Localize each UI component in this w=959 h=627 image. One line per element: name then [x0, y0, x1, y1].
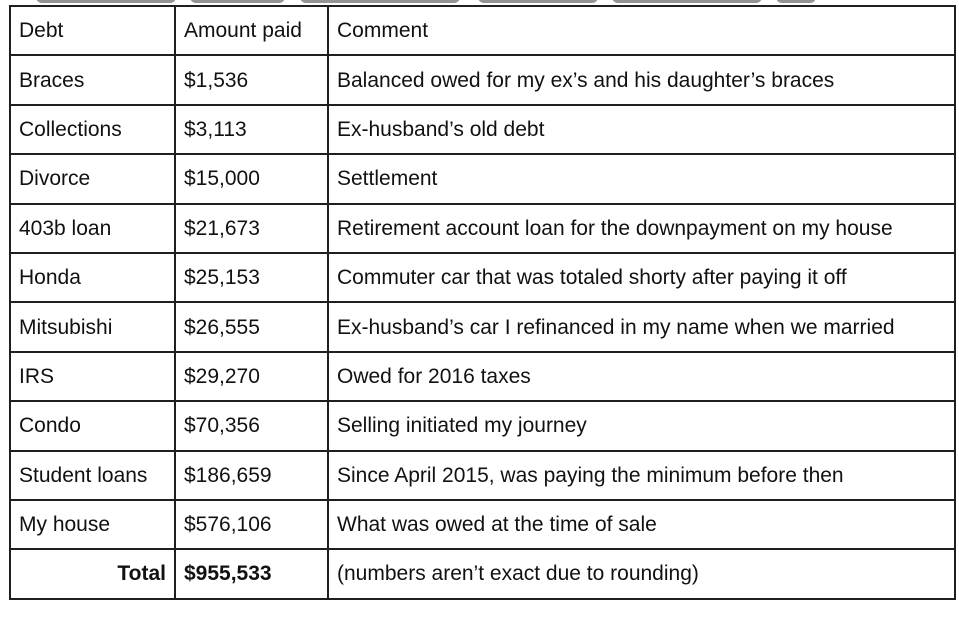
comment-cell: What was owed at the time of sale: [328, 500, 955, 549]
amount-cell: $70,356: [175, 401, 328, 450]
amount-cell: $26,555: [175, 302, 328, 351]
comment-cell: Balanced owed for my ex’s and his daughter’s braces: [328, 55, 955, 104]
debt-cell: Braces: [10, 55, 175, 104]
amount-cell: $1,536: [175, 55, 328, 104]
table-row: [10, 253, 955, 302]
comment-cell: Commuter car that was totaled shorty after paying it off: [328, 253, 955, 302]
debt-cell: Condo: [10, 401, 175, 450]
comment-cell: Selling initiated my journey: [328, 401, 955, 450]
table-row: [10, 154, 955, 203]
header-row: [10, 6, 955, 55]
debt-cell: 403b loan: [10, 204, 175, 253]
debt-cell: IRS: [10, 352, 175, 401]
amount-cell: $21,673: [175, 204, 328, 253]
table-row: [10, 105, 955, 154]
debt-table: [9, 5, 956, 600]
header-debt: Debt: [10, 6, 175, 55]
table-row: [10, 352, 955, 401]
debt-cell: Student loans: [10, 451, 175, 500]
comment-cell: Settlement: [328, 154, 955, 203]
comment-cell: Retirement account loan for the downpayment on my house: [328, 204, 955, 253]
total-comment: (numbers aren’t exact due to rounding): [328, 549, 955, 598]
table-row: [10, 500, 955, 549]
comment-cell: Since April 2015, was paying the minimum before then: [328, 451, 955, 500]
amount-cell: $576,106: [175, 500, 328, 549]
comment-cell: Ex-husband’s car I refinanced in my name when we married: [328, 302, 955, 351]
total-row: [10, 549, 955, 598]
table-row: [10, 204, 955, 253]
header-comment: Comment: [328, 6, 955, 55]
total-label: Total: [10, 549, 175, 598]
amount-cell: $186,659: [175, 451, 328, 500]
debt-cell: Honda: [10, 253, 175, 302]
amount-cell: $15,000: [175, 154, 328, 203]
debt-cell: Mitsubishi: [10, 302, 175, 351]
header-amount: Amount paid: [175, 6, 328, 55]
amount-cell: $29,270: [175, 352, 328, 401]
debt-cell: Divorce: [10, 154, 175, 203]
amount-cell: $25,153: [175, 253, 328, 302]
table-row: [10, 55, 955, 104]
table-row: [10, 451, 955, 500]
total-amount: $955,533: [175, 549, 328, 598]
table-row: [10, 401, 955, 450]
comment-cell: Ex-husband’s old debt: [328, 105, 955, 154]
amount-cell: $3,113: [175, 105, 328, 154]
comment-cell: Owed for 2016 taxes: [328, 352, 955, 401]
debt-cell: My house: [10, 500, 175, 549]
table-row: [10, 302, 955, 351]
debt-cell: Collections: [10, 105, 175, 154]
